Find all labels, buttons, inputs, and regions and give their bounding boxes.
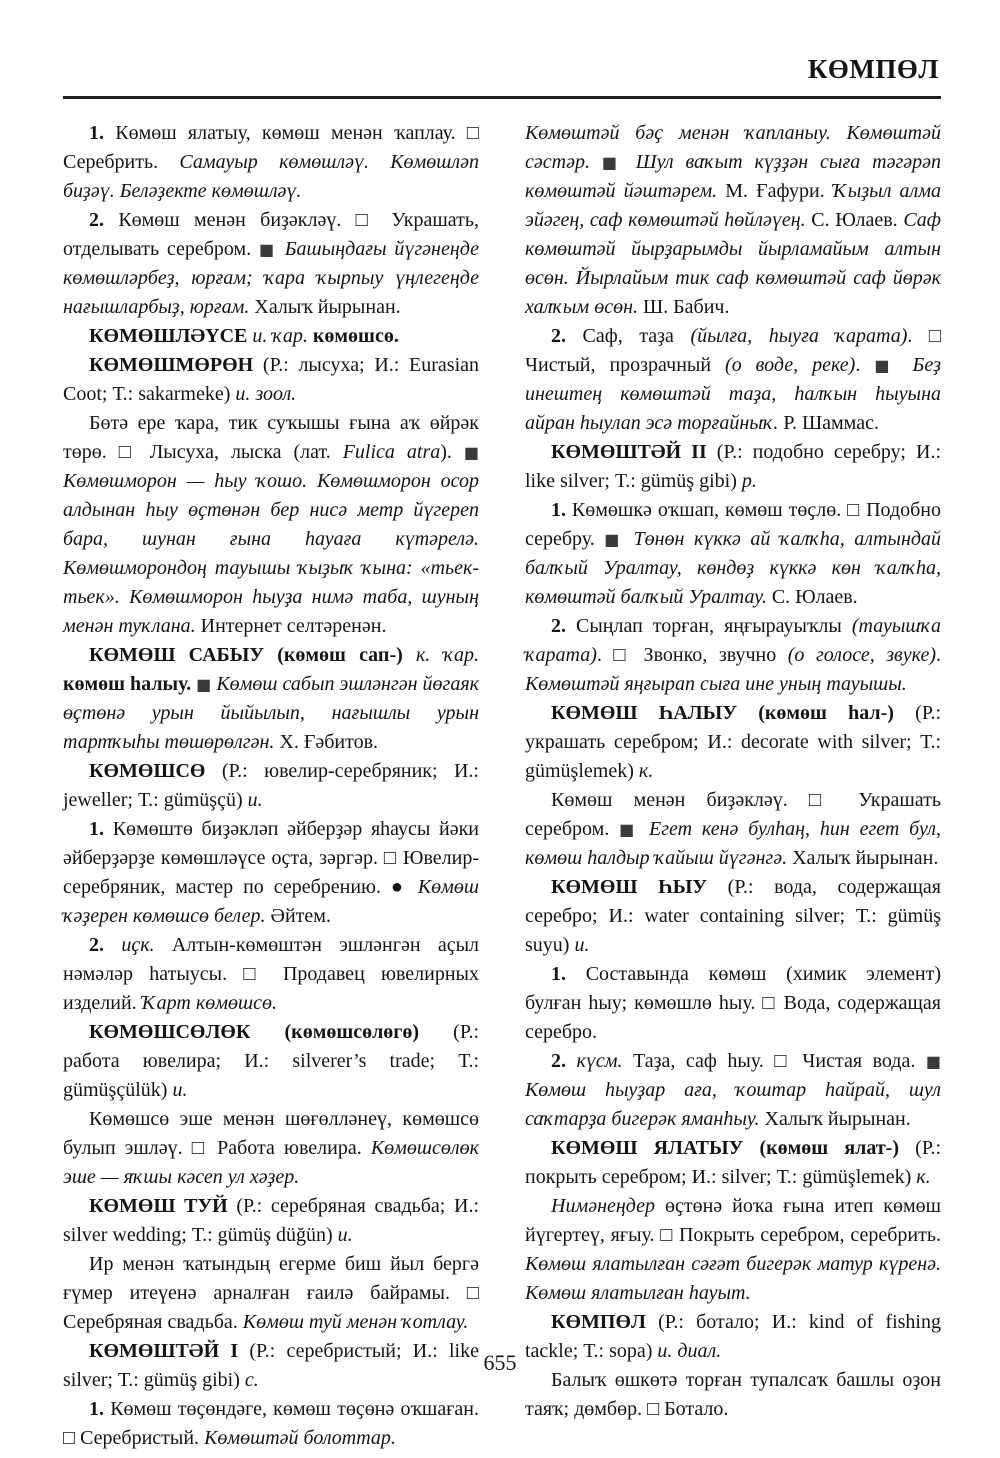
bold-text: КӨМӨШ ЯЛАТЫУ (көмөш ялат-) bbox=[551, 1137, 916, 1159]
entry-paragraph bbox=[63, 119, 479, 206]
italic-text: (о голосе, звуке) bbox=[787, 644, 936, 666]
bold-text: 2. bbox=[89, 934, 122, 956]
example-marker: ■ bbox=[463, 443, 480, 462]
entry-paragraph bbox=[63, 815, 479, 931]
plain-text: Саф, таҙа bbox=[582, 325, 691, 347]
italic-text: Төнөн күккә ай ҡалҡһа, алтындай балҡый Уралтау, көндөҙ күккә көн ҡалҡһа, көмөштәй балҡый Уралтау. bbox=[525, 528, 941, 608]
example-marker: ■ bbox=[925, 1052, 941, 1071]
entry-paragraph bbox=[525, 322, 941, 438]
entry-paragraph bbox=[63, 641, 479, 757]
bold-text: көмөшсө. bbox=[312, 325, 399, 347]
italic-text: (о воде, реке) bbox=[725, 354, 856, 376]
italic-text: Ҡарт көмөшсө. bbox=[141, 992, 277, 1014]
plain-text: ). bbox=[440, 441, 464, 463]
entry-paragraph bbox=[525, 873, 941, 960]
entry-paragraph bbox=[63, 351, 479, 409]
plain-text: Сыңлап торған, яңғырауыҡлы bbox=[576, 615, 852, 637]
italic-text: Ҡыҙыл алма эйәгең, саф көмөштәй һөйләүең. bbox=[525, 180, 942, 231]
plain-text: Көмөштө биҙәкләп әйберҙәр яһаусы йәки әйберҙәрҙе көмөшләүсе оҫта, зәргәр. □ Ювелир-серебряник, мастер по серебрению. ● bbox=[63, 818, 480, 898]
right-column bbox=[525, 119, 941, 1453]
italic-text: Көмөшморон — һыу ҡошо. Көмөшморон осор алдынан һыу өҫтөнән бер нисә метр йүгереп бара, шунан ғына һауаға күтәрелә. Көмөшморондоң тауышы ҡыҙыҡ ҡына: «тьек-тьек». Көмөшморон һыуҙа нимә таба, шуның менән туҡлана. bbox=[63, 470, 479, 637]
italic-text: Көмөш ҡәҙерен көмөшсө белер. bbox=[63, 876, 479, 927]
italic-text: Егет кенә булһаң, һин егет бул, көмөш һалдыр ҡайыш йүгәнгә. bbox=[525, 818, 942, 869]
bold-text: КӨМӨШСӨ bbox=[89, 760, 222, 782]
bold-text: 2. bbox=[551, 1050, 577, 1072]
entry-paragraph bbox=[63, 322, 479, 351]
plain-text: С. Юлаев. bbox=[805, 209, 904, 231]
example-marker: ■ bbox=[258, 240, 285, 259]
entry-paragraph bbox=[525, 1192, 941, 1308]
italic-text: и. зоол. bbox=[235, 383, 297, 405]
entry-paragraph bbox=[525, 786, 941, 873]
plain-text: . □ Звонко, звучно bbox=[596, 644, 788, 666]
bold-text: КӨМӨШ САБЫУ (көмөш сап-) bbox=[89, 644, 416, 666]
bold-text: КӨМӨШТӘЙ I bbox=[89, 1340, 250, 1362]
entry-paragraph bbox=[63, 931, 479, 1018]
bold-text: 2. bbox=[551, 325, 583, 347]
text-columns bbox=[63, 119, 941, 1453]
plain-text: Составында көмөш (химик элемент) булған һыу; көмөшлө һыу. □ Вода, содержащая серебро. bbox=[525, 963, 941, 1043]
plain-text: (Р.: вода, содержащая серебро; И.: water containing silver; Т.: gümüş suyu) bbox=[525, 876, 941, 956]
bold-text: 2. bbox=[89, 209, 119, 231]
italic-text: и. bbox=[247, 789, 263, 811]
italic-text: Көмөш туй менән ҡотлау. bbox=[242, 1311, 469, 1333]
plain-text: . bbox=[855, 354, 875, 376]
bold-text: 1. bbox=[551, 963, 586, 985]
left-column bbox=[63, 119, 479, 1453]
example-marker: ■ bbox=[196, 675, 217, 694]
plain-text: Таҙа, саф һыу. □ Чистая вода. bbox=[633, 1050, 926, 1072]
plain-text: Халыҡ йырынан. bbox=[249, 296, 401, 318]
plain-text: Х. Ғәбитов. bbox=[274, 731, 379, 753]
bold-text: КӨМӨШМӨРӨН bbox=[89, 354, 263, 376]
italic-text: Көмөшсөлөк эше — яҡшы кәсеп ул хәҙер. bbox=[63, 1137, 479, 1188]
italic-text: (тауышҡа ҡарата) bbox=[525, 615, 942, 666]
page-footer bbox=[0, 1350, 1000, 1376]
entry-paragraph bbox=[63, 1192, 479, 1250]
italic-text: (йылға, һыуға ҡарата) bbox=[690, 325, 908, 347]
plain-text: (Р.: покрыть серебром; И.: silver; Т.: gümüşlemek) bbox=[525, 1137, 941, 1188]
example-marker: ■ bbox=[604, 530, 634, 549]
entry-paragraph bbox=[525, 438, 941, 496]
entry-paragraph bbox=[525, 1134, 941, 1192]
italic-text: к. bbox=[916, 1166, 931, 1188]
entry-paragraph bbox=[525, 699, 941, 786]
plain-text: (Р.: подобно серебру; И.: like silver; Т.: gümüş gibi) bbox=[525, 441, 941, 492]
entry-paragraph bbox=[63, 1395, 479, 1453]
entry-paragraph bbox=[63, 1018, 479, 1105]
entry-paragraph bbox=[525, 960, 941, 1047]
plain-text: (Р.: ботало; И.: kind of fishing tackle; Т.: sopa) bbox=[525, 1311, 941, 1362]
plain-text: (Р.: лысуха; И.: Eurasian Coot; Т.: sakarmeke) bbox=[63, 354, 480, 405]
bold-text: КӨМӨШЛӘҮСЕ bbox=[89, 325, 253, 347]
bold-text: 1. bbox=[89, 122, 116, 144]
plain-text: . bbox=[936, 644, 941, 666]
plain-text: Алтын-көмөштән эшләнгән аҫыл нәмәләр һатыусы. □ Продавец ювелирных изделий. bbox=[63, 934, 480, 1014]
entry-paragraph bbox=[525, 119, 941, 322]
plain-text: (Р.: серебристый; И.: like silver; Т.: gümüş gibi) bbox=[63, 1340, 479, 1391]
entry-paragraph bbox=[63, 1250, 479, 1337]
example-marker: ■ bbox=[619, 820, 649, 839]
plain-text: Көмөш ялатыу, көмөш менән ҡаплау. □ Серебрить. bbox=[63, 122, 479, 173]
italic-text: Шул ваҡыт күҙҙән сыға тәгәрәп көмөштәй йәштәрем. bbox=[525, 151, 942, 202]
plain-text: Көмөшсө эше менән шөғөлләнеү, көмөшсө булып эшләү. □ Работа ювелира. bbox=[63, 1108, 479, 1159]
italic-text: к. bbox=[638, 760, 654, 782]
example-marker: ■ bbox=[874, 356, 913, 375]
italic-text: Fulica atra bbox=[342, 441, 441, 463]
italic-text: Көмөш һыуҙар аға, ҡоштар һайрай, шул саҡтарҙа бигерәк яманһыу. bbox=[525, 1079, 941, 1130]
plain-text: Көмөшкә оҡшап, көмөш төҫлө. □ Подобно серебру. bbox=[525, 499, 941, 550]
italic-text: иҫк. bbox=[121, 934, 172, 956]
italic-text: күсм. bbox=[576, 1050, 634, 1072]
bold-text: 2. bbox=[551, 615, 577, 637]
plain-text: Ир менән ҡатындың егерме биш йыл бергә ғүмер итеүенә арналған ғаилә байрамы. □ Серебряная свадьба. bbox=[63, 1253, 479, 1333]
italic-text: р. bbox=[741, 470, 757, 492]
bold-text: КӨМӨШ ҺАЛЫУ (көмөш һал-) bbox=[551, 702, 916, 724]
bold-text: КӨМӨШ ҺЫУ bbox=[551, 876, 728, 898]
plain-text: Көмөш менән биҙәкләү. □ Украшать, отделывать серебром. bbox=[63, 209, 480, 260]
italic-text: Башыңдағы йүгәнеңде көмөшләрбеҙ, юрғам; ҡара ҡырпыу үңлегеңде нағышларбыҙ, юрғам. bbox=[63, 238, 479, 318]
plain-text: Халыҡ йырынан. bbox=[759, 1108, 911, 1130]
italic-text: и. bbox=[172, 1079, 188, 1101]
italic-text: и. bbox=[574, 934, 590, 956]
plain-text: Халыҡ йырынан. bbox=[787, 847, 939, 869]
entry-paragraph bbox=[525, 1047, 941, 1134]
italic-text: и. bbox=[337, 1224, 353, 1246]
italic-text: Нимәнеңдер bbox=[551, 1195, 656, 1217]
plain-text: (Р.: серебряная свадьба; И.: silver wedding; Т.: gümüş düğün) bbox=[63, 1195, 480, 1246]
plain-text: (Р.: ювелир-серебряник; И.: jeweller; Т.: gümüşçü) bbox=[63, 760, 479, 811]
bold-text: КӨМӨШ ТУЙ bbox=[89, 1195, 237, 1217]
bold-text: 1. bbox=[551, 499, 572, 521]
page-number: 655 bbox=[483, 1350, 517, 1375]
italic-text: Көмөштәй болоттар. bbox=[204, 1427, 396, 1449]
entry-paragraph bbox=[63, 757, 479, 815]
example-marker: ■ bbox=[601, 153, 636, 172]
running-head: КӨМПӨЛ bbox=[807, 54, 939, 84]
bold-text: 1. bbox=[89, 818, 113, 840]
entry-paragraph bbox=[525, 612, 941, 699]
italic-text: к. ҡар. bbox=[415, 644, 480, 666]
plain-text: Көмөш төҫөндәге, көмөш төҫөнә оҡшаған. □ Серебристый. bbox=[63, 1398, 479, 1449]
entry-paragraph bbox=[63, 1105, 479, 1192]
plain-text: М. Ғафури. bbox=[717, 180, 833, 202]
italic-text: и. ҡар. bbox=[252, 325, 313, 347]
plain-text: Ш. Бабич. bbox=[638, 296, 730, 318]
plain-text: Көмөш менән биҙәкләү. □ Украшать серебром. bbox=[525, 789, 941, 840]
plain-text: (Р.: работа ювелира; И.: silverer’s trade; Т.: gümüşçülük) bbox=[63, 1021, 479, 1101]
header-rule bbox=[63, 96, 941, 99]
entry-paragraph bbox=[63, 409, 479, 641]
plain-text: (Р.: украшать серебром; И.: decorate with silver; Т.: gümüşlemek) bbox=[525, 702, 941, 782]
italic-text: Самауыр көмөшләү. Көмөшләп биҙәү. Беләҙекте көмөшләү. bbox=[63, 151, 480, 202]
entry-paragraph bbox=[63, 206, 479, 322]
bold-text: көмөш һалыу. bbox=[63, 673, 197, 695]
bold-text: КӨМӨШТӘЙ II bbox=[551, 441, 717, 463]
bold-text: КӨМПӨЛ bbox=[551, 1311, 659, 1333]
italic-text: Көмөштәй бәҫ менән ҡапланыу. Көмөштәй сәстәр. bbox=[525, 122, 941, 173]
italic-text: Көмөш ялатылған сәғәт бигерәк матур күренә. Көмөш ялатылған һауыт. bbox=[525, 1253, 941, 1304]
bold-text: КӨМӨШСӨЛӨК (көмөшсөлөгө) bbox=[89, 1021, 454, 1043]
italic-text: Көмөштәй яңғырап сыға ине уның тауышы. bbox=[525, 673, 907, 695]
plain-text: Әйтем. bbox=[265, 905, 331, 927]
plain-text: Р. Шаммас. bbox=[778, 412, 879, 434]
plain-text: Интернет селтәренән. bbox=[195, 615, 387, 637]
italic-text: Саф көмөштәй йырҙарымды йырламайым алтын өсөн. Йырлайым тик саф көмөштәй саф йөрәк халҡым өсөн. bbox=[525, 209, 941, 318]
plain-text: Бөтә ере ҡара, тик суҡышы ғына аҡ өйрәк төрө. □ Лысуха, лыска (лат. bbox=[63, 412, 479, 463]
plain-text: Балыҡ өшкөтә торған тупалсаҡ башлы оҙон таяҡ; дөмбөр. □ Ботало. bbox=[525, 1369, 941, 1420]
italic-text: с. bbox=[244, 1369, 259, 1391]
entry-paragraph bbox=[525, 496, 941, 612]
italic-text: и. диал. bbox=[657, 1340, 722, 1362]
italic-text: Беҙ инештең көмөштәй таҙа, һалҡын һыуына айран һыулап эсә торғайныҡ. bbox=[525, 354, 942, 434]
plain-text: С. Юлаев. bbox=[766, 586, 858, 608]
bold-text: 1. bbox=[89, 1398, 111, 1420]
italic-text: Көмөш сабып эшләнгән йөгаяк өҫтөнә урын йыйылып, нағышлы урын тартҡыһы төшөрөлгән. bbox=[63, 673, 479, 753]
plain-text: өҫтөнә йоҡа ғына итеп көмөш йүгертеү, яғыу. □ Покрыть серебром, серебрить. bbox=[525, 1195, 941, 1246]
plain-text: . □ Чистый, прозрачный bbox=[525, 325, 941, 376]
